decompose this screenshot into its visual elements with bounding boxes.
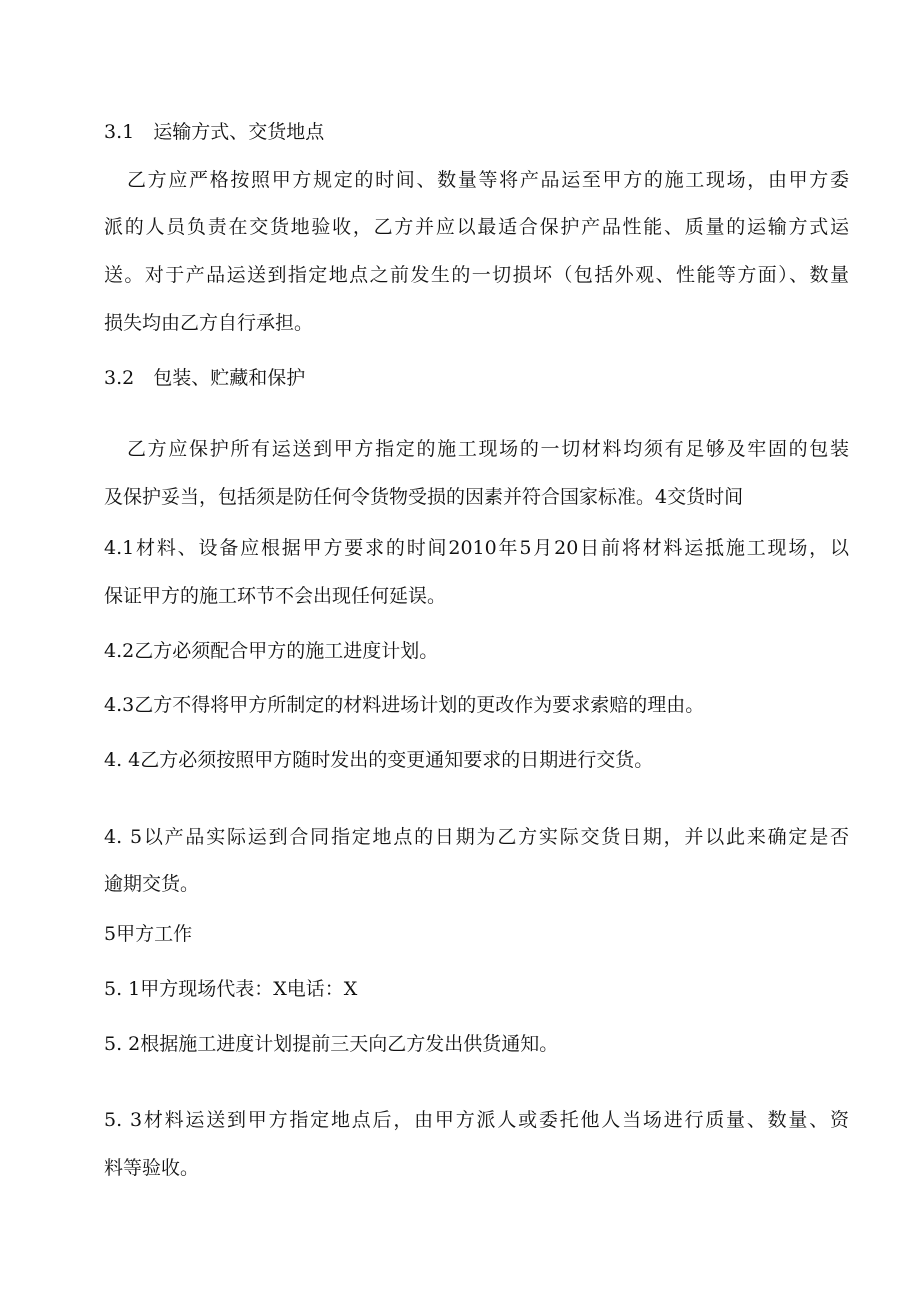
heading-3-2: 3.2 包装、贮藏和保护 bbox=[104, 367, 306, 389]
clause-5-3-line-1: 5. 3材料运送到甲方指定地点后，由甲方派人或委托他人当场进行质量、数量、资 bbox=[104, 1109, 849, 1131]
clause-4-1-line-1: 4.1材料、设备应根据甲方要求的时间2010年5月20日前将材料运抵施工现场，以 bbox=[104, 537, 849, 559]
clause-4-2: 4.2乙方必须配合甲方的施工进度计划。 bbox=[104, 640, 439, 662]
clause-4-1-line-2: 保证甲方的施工环节不会出现任何延误。 bbox=[104, 585, 447, 607]
clause-4-5-line-1: 4. 5以产品实际运到合同指定地点的日期为乙方实际交货日期，并以此来确定是否 bbox=[104, 826, 849, 848]
paragraph-3-1-line-1: 乙方应严格按照甲方规定的时间、数量等将产品运至甲方的施工现场，由甲方委 bbox=[127, 169, 849, 191]
clause-4-4: 4. 4乙方必须按照甲方随时发出的变更通知要求的日期进行交货。 bbox=[104, 749, 654, 771]
paragraph-3-2-line-2: 及保护妥当，包括须是防任何令货物受损的因素并符合国家标准。4交货时间 bbox=[104, 486, 744, 508]
clause-4-3: 4.3乙方不得将甲方所制定的材料进场计划的更改作为要求索赔的理由。 bbox=[104, 694, 705, 716]
clause-4-5-line-2: 逾期交货。 bbox=[104, 873, 200, 895]
paragraph-3-1-line-2: 派的人员负责在交货地验收，乙方并应以最适合保护产品性能、质量的运输方式运 bbox=[104, 216, 849, 238]
clause-5-1: 5. 1甲方现场代表：X电话：X bbox=[104, 978, 358, 1000]
paragraph-3-2-line-1: 乙方应保护所有运送到甲方指定的施工现场的一切材料均须有足够及牢固的包装 bbox=[127, 438, 849, 460]
heading-3-1: 3.1 运输方式、交货地点 bbox=[104, 121, 325, 143]
paragraph-3-1-line-3: 送。对于产品运送到指定地点之前发生的一切损坏（包括外观、性能等方面）、数量 bbox=[104, 264, 849, 286]
clause-5-3-line-2: 料等验收。 bbox=[104, 1157, 200, 1179]
heading-5: 5甲方工作 bbox=[104, 923, 193, 945]
paragraph-3-1-line-4: 损失均由乙方自行承担。 bbox=[104, 312, 314, 334]
clause-5-2: 5. 2根据施工进度计划提前三天向乙方发出供货通知。 bbox=[104, 1033, 559, 1055]
